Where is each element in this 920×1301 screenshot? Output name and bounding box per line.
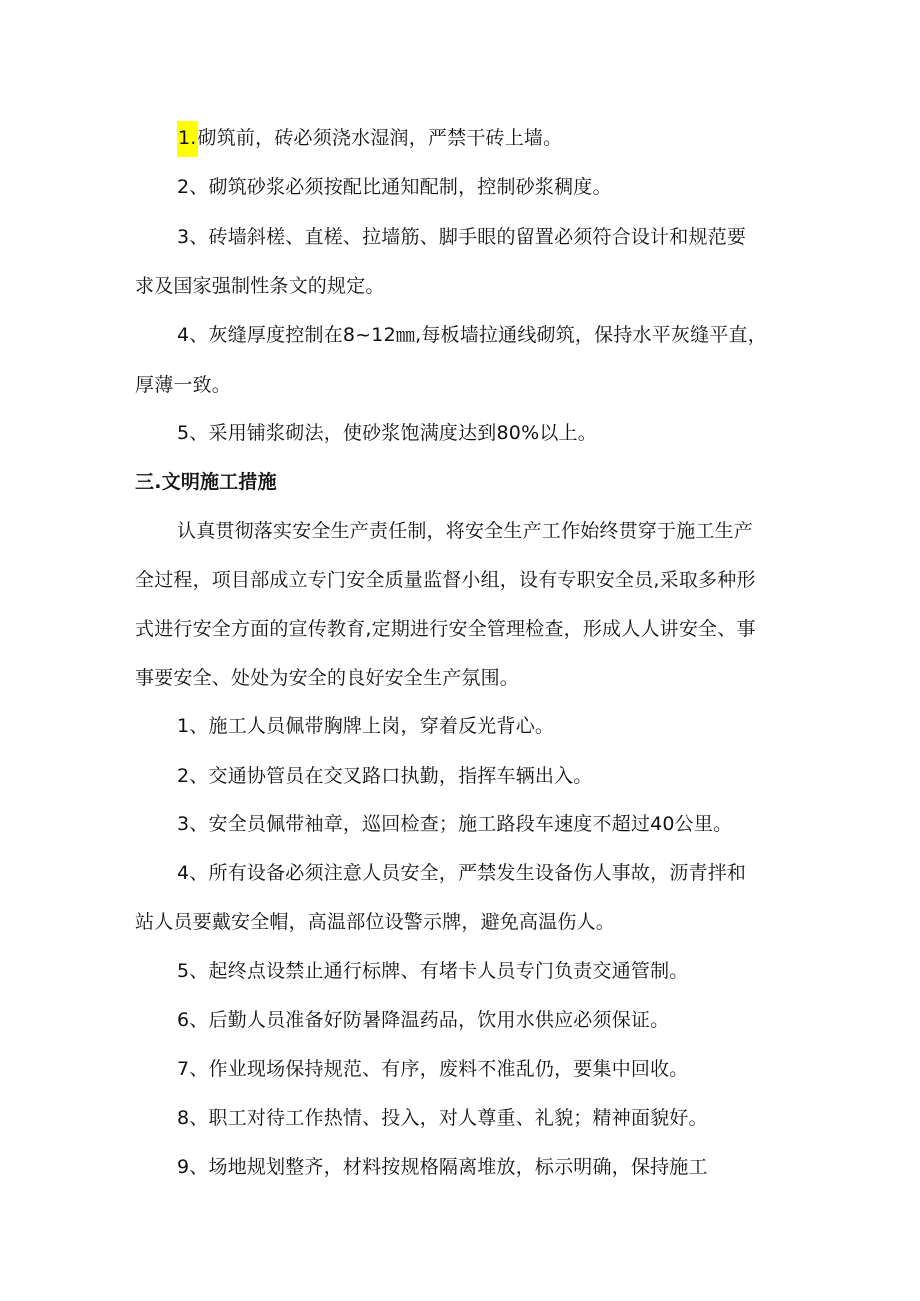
block2-item-1: 1、施工人员佩带胸牌上岗，穿着反光背心。 xyxy=(177,715,555,737)
intro-line-4: 事要安全、处处为安全的良好安全生产氛围。 xyxy=(135,667,520,689)
block1-item-3-line1: 3、砖墙斜槎、直槎、拉墙筋、脚手眼的留置必须符合设计和规范要 xyxy=(177,226,747,248)
block2-item-2: 2、交通协管员在交叉路口执勤，指挥车辆出入。 xyxy=(177,765,593,787)
intro-line-2: 全过程，项目部成立专门安全质量监督小组，设有专职安全员,采取多种形 xyxy=(135,569,756,591)
block2-item-9: 9、场地规划整齐，材料按规格隔离堆放，标示明确，保持施工 xyxy=(177,1156,708,1178)
block2-item-8: 8、职工对待工作热情、投入，对人尊重、礼貌；精神面貌好。 xyxy=(177,1107,708,1129)
block2-item-4-line1: 4、所有设备必须注意人员安全，严禁发生设备伤人事故，沥青拌和 xyxy=(177,862,747,884)
block2-item-7: 7、作业现场保持规范、有序，废料不准乱仍，要集中回收。 xyxy=(177,1058,689,1080)
block1-item-1 xyxy=(177,126,837,150)
block1-item-3-line2: 求及国家强制性条文的规定。 xyxy=(135,275,385,297)
block2-item-6: 6、后勤人员准备好防暑降温药品，饮用水供应必须保证。 xyxy=(177,1009,670,1031)
block1-item-2: 2、砌筑砂浆必须按配比通知配制，控制砂浆稠度。 xyxy=(177,176,612,198)
block2-item-4-line2: 站人员要戴安全帽，高温部位设警示牌，避免高温伤人。 xyxy=(135,911,616,933)
section-heading: 三.文明施工措施 xyxy=(135,471,277,493)
block2-item-3: 3、安全员佩带袖章，巡回检查；施工路段车速度不超过40公里。 xyxy=(177,813,733,835)
block1-item-4-line1: 4、灰缝厚度控制在8~12㎜,每板墙拉通线砌筑，保持水平灰缝平直， xyxy=(177,324,767,346)
intro-line-3: 式进行安全方面的宣传教育,定期进行安全管理检查，形成人人讲安全、事 xyxy=(135,618,756,640)
item-text: 砌筑前，砖必须浇水湿润，严禁干砖上墙。 xyxy=(197,127,563,149)
block1-item-4-line2: 厚薄一致。 xyxy=(135,374,232,396)
intro-line-1: 认真贯彻落实安全生产责任制，将安全生产工作始终贯穿于施工生产 xyxy=(177,520,754,542)
block2-item-5: 5、起终点设禁止通行标牌、有堵卡人员专门负责交通管制。 xyxy=(177,960,689,982)
block1-item-5: 5、采用铺浆砌法，使砂浆饱满度达到80%以上。 xyxy=(177,422,597,444)
highlighted-number: 1. xyxy=(177,121,198,157)
